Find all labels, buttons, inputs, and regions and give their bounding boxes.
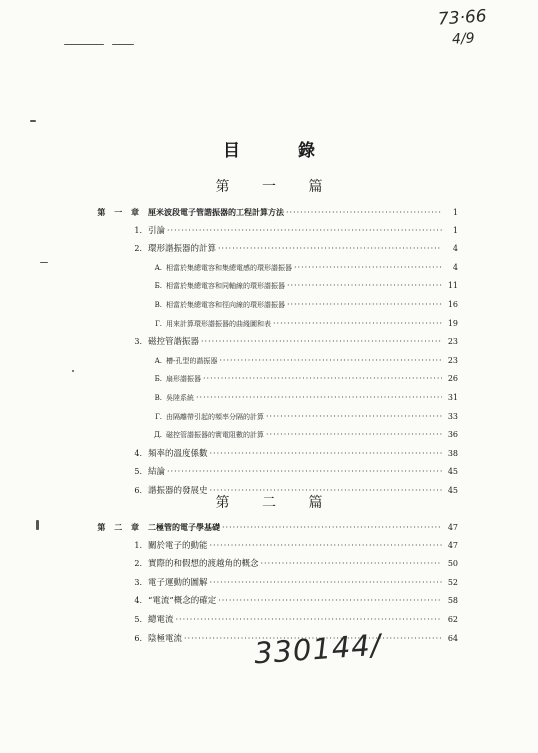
toc-entry [0,317,538,331]
toc-entry-page: 33 [447,411,458,421]
toc-entry-page: 1 [452,208,458,217]
toc-entry-label: 6. [134,633,142,643]
toc-entry-line [148,613,458,627]
toc-entry-page: 62 [447,615,458,624]
toc-entry-label: 第 二 章 [97,522,142,532]
toc-leader-dots [273,317,442,331]
toc-entry-page: 64 [447,633,458,643]
toc-leader-dots [218,242,442,256]
scan-mark [64,44,104,45]
toc-entry-line [148,447,458,461]
toc-entry-page: 23 [447,337,458,347]
toc-entry-label: 3. [134,337,142,347]
toc-entry-label: Г. [155,412,162,421]
toc-entry-label: 1. [134,540,142,550]
handwritten-number-bottom: 330144/ [252,627,383,671]
toc-leader-dots [167,465,442,479]
toc-entry-page: 52 [447,577,458,587]
toc-entry-page: 4 [452,262,458,272]
toc-entry-title: 相當於集總電容和集總電感的環形諧振器 [166,263,292,272]
toc-entry-title: 扇形諧振器 [166,375,201,384]
toc-entry-title: 槽-孔型的諧振器 [166,356,218,365]
toc-entry-page: 1 [452,225,458,235]
toc-entry-label: Г. [155,319,162,328]
toc-leader-dots [222,521,442,535]
toc-entry-line [166,391,458,405]
toc-entry [0,465,538,479]
toc-entry-page: 4 [452,244,458,254]
toc-entry-page: 50 [447,559,458,569]
toc-entry-label: 2. [134,559,142,569]
toc-entry-line [148,539,458,553]
toc-entry-title: 頻率的溫度係數 [148,448,208,459]
toc-entry-title: 磁控管諧振器 [148,337,200,348]
page-title: 目 錄 [223,141,341,161]
toc-entry-title: 諧振器的發展史 [148,486,208,496]
toc-entry [0,261,538,275]
scan-mark [30,120,36,122]
toc-entry-title: 二極管的電子學基礎 [148,522,220,532]
toc-entry-line [166,317,458,331]
toc-entry-title: 總電流 [148,615,174,625]
toc-leader-dots [219,354,442,368]
toc-entry-title: 結論 [148,467,166,478]
toc-entry-label: 1. [134,225,142,235]
toc-leader-dots [266,428,442,442]
toc-entry [0,594,538,608]
toc-entry-line [166,354,458,368]
toc-entry-title: 實際的和假想的渡越角的概念 [148,559,259,570]
toc-entry-label: Б. [154,282,162,291]
toc-entry-label: 5. [134,615,142,624]
toc-entry [0,520,538,534]
toc-entry-label: 6. [134,486,142,495]
toc-entry-label: 第 一 章 [97,207,142,217]
toc-entry-title: 相當於集總電容和徑向線的環形諧振器 [166,301,285,309]
toc-entry-page: 58 [447,596,458,606]
toc-entry-page: 31 [447,393,458,402]
toc-entry-label: A. [154,263,162,272]
toc-entry-line [148,594,458,608]
toc-entry-page: 23 [447,355,458,365]
toc-leader-dots [201,335,442,349]
toc-entry-title: 引論 [148,225,166,236]
toc-entry-line [148,520,458,535]
toc-leader-dots [167,224,442,238]
toc-entry-label: 5. [134,467,142,477]
part-two-title: 第 二 篇 [215,495,337,511]
toc-entry [0,447,538,461]
toc-entry-label: Б. [154,375,162,384]
toc-entry [0,576,538,590]
toc-entry [0,224,538,238]
toc-entry-title: 由隔離帶引起的頻率分隔的計算 [166,412,264,421]
toc-entry-title: 陰極電流 [148,633,183,644]
toc-entry-line [166,298,458,312]
toc-leader-dots [294,261,442,275]
toc-entry-label: Д. [154,431,162,440]
toc-leader-dots [196,391,442,405]
toc-entry-line [166,372,458,386]
toc-entry-label: 4. [134,448,142,458]
toc-entry-label: 3. [134,577,142,587]
handwritten-note-top: 73·66 [437,6,488,30]
toc-entry-title: 厘米波段電子管諧振器的工程計算方法 [148,207,284,217]
toc-entry-page: 38 [447,448,458,458]
toc-leader-dots [203,372,442,386]
toc-entry-page: 26 [447,374,458,384]
toc-entry-line [166,279,458,293]
toc-entry [0,354,538,368]
toc-entry-page: 36 [447,430,458,440]
toc-entry [0,428,538,442]
toc-entry-line [148,224,458,238]
toc-entry [0,205,538,219]
toc-entry-page: 19 [447,318,458,328]
toc-entry-label: B. [154,301,162,309]
toc-entry-title: 相當於集總電容和同軸線的環形諧振器 [166,282,285,291]
toc-entry-title: 用來計算環形諧振器的曲綫圖和表 [166,319,271,328]
toc-entry-page: 47 [447,540,458,550]
toc-entry [0,242,538,256]
toc-entry-line [166,261,458,275]
toc-entry [0,410,538,424]
toc-entry [0,557,538,571]
toc-entry [0,279,538,293]
toc-entry [0,613,538,627]
toc-entry-page: 45 [447,486,458,495]
toc-leader-dots [261,557,442,571]
toc-entry-title: 關於電子的動能 [148,540,208,551]
toc-entry-page: 47 [447,523,458,532]
toc-leader-dots [287,298,442,312]
toc-entry-label: B. [154,394,162,402]
toc-entry [0,335,538,349]
toc-entry-title: 電子運動的圖解 [148,577,208,588]
toc-entry-page: 16 [447,300,458,309]
toc-entry [0,372,538,386]
toc-entry-line [148,335,458,349]
toc-leader-dots [287,279,442,293]
toc-leader-dots [266,410,442,424]
toc-leader-dots [286,206,442,220]
toc-entry [0,298,538,312]
toc-entry-line [148,205,458,220]
toc-entry-title: “電流”概念的確定 [148,596,217,607]
toc-entry-page: 45 [447,467,458,477]
part-one-title: 第 一 篇 [215,179,337,195]
toc-leader-dots [176,613,442,627]
toc-entry-line [148,465,458,479]
toc-leader-dots [210,447,442,461]
toc-entry-line [166,410,458,424]
toc-entry-line [166,428,458,442]
toc-entry [0,539,538,553]
toc-leader-dots [210,539,442,553]
toc-entry-line [148,557,458,571]
toc-entry-title: 磁控管諧振器的實電阻數的計算 [166,431,264,440]
toc-entry-label: A. [154,356,162,365]
toc-entry-label: 2. [134,244,142,254]
handwritten-note-top-second: 4/9 [451,30,475,48]
toc-entry-line [148,242,458,256]
toc-entry-title: 環形諧振器的計算 [148,244,217,255]
scan-mark [112,44,134,45]
toc-entry-line [148,576,458,590]
toc-entry-label: 4. [134,596,142,606]
toc-entry-title: 吳陸系統 [166,394,194,402]
toc-entry-page: 11 [447,281,458,291]
toc-leader-dots [218,594,442,608]
toc-leader-dots [210,576,442,590]
toc-entry [0,391,538,405]
